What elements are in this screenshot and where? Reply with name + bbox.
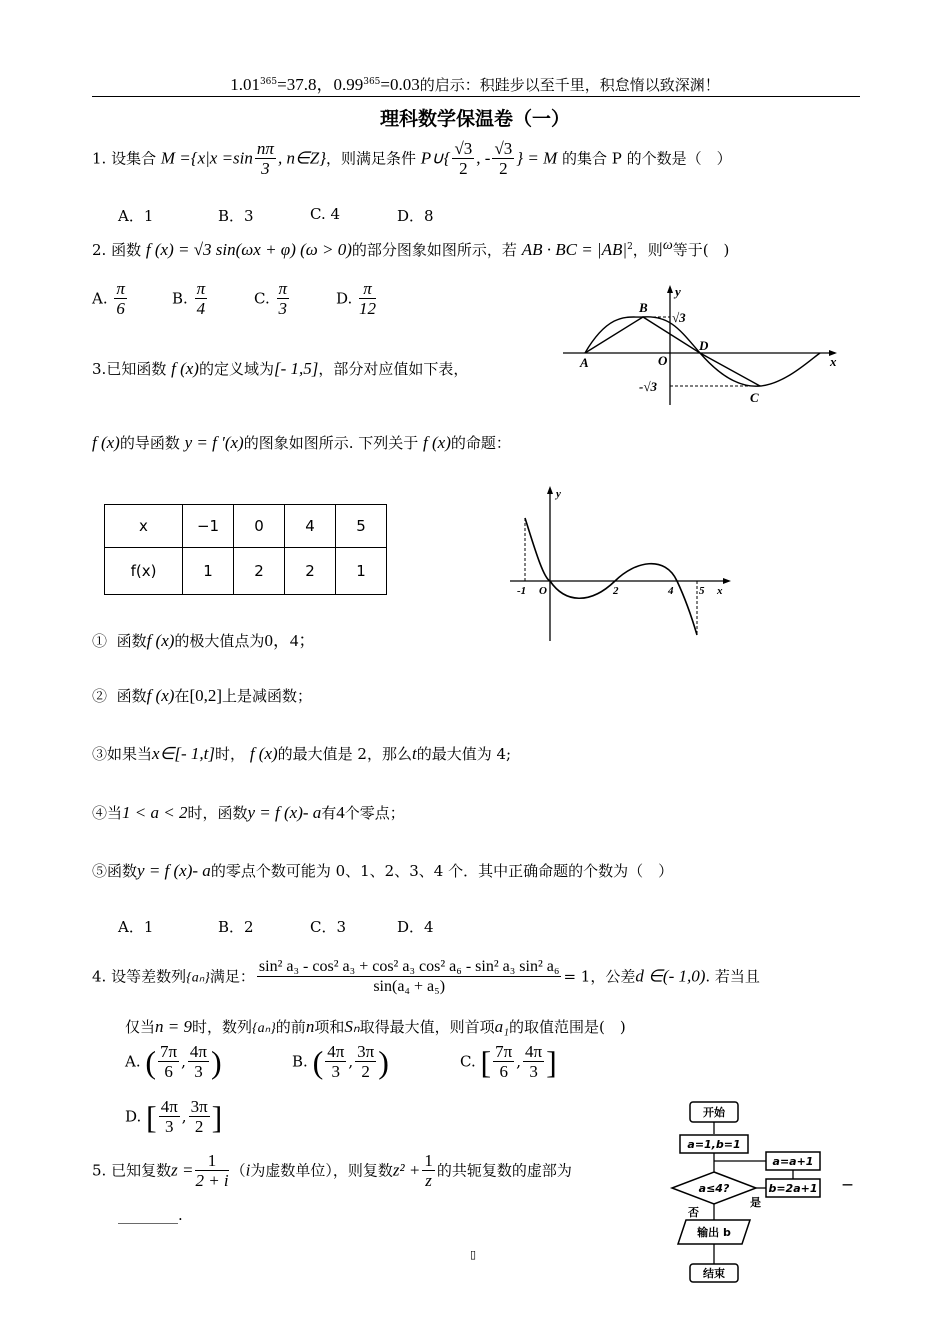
statement-3: ③如果当x∈[- 1,t]时， f (x)的最大值是 2，那么t的最大值为 4;	[92, 744, 512, 763]
label-d: D	[699, 338, 709, 353]
label-a: A	[580, 355, 589, 370]
header-rule	[92, 96, 860, 97]
table-cell: x	[105, 505, 183, 548]
q4-option-a: A. ( $\frac{7\pi}{6}$ , $\frac{4\pi}{3}$ )	[125, 1042, 222, 1081]
value-table	[104, 504, 387, 595]
question-3: 3.已知函数 f (x)的定义域为[- 1,5]，部分对应值如下表，	[92, 359, 469, 378]
q3-option-c: C．3	[310, 918, 347, 936]
statement-4: ④当1 < a < 2时，函数y = f (x)- a有4个零点；	[92, 803, 405, 822]
table-cell: −1	[183, 505, 234, 548]
q2-option-d: D. $\frac{\pi}{12}$	[336, 279, 377, 318]
q3-option-b: B．2	[218, 918, 254, 936]
table-row	[105, 505, 387, 548]
label-x: x	[830, 354, 837, 369]
label-five: 5	[699, 585, 705, 597]
start-node: 开始	[703, 1106, 725, 1119]
q4-option-b: B. ( $\frac{4\pi}{3}$ , $\frac{3\pi}{2}$ )	[292, 1042, 389, 1081]
q4-option-c: C. [ $\frac{7\pi}{6}$ , $\frac{4\pi}{3}$ ]	[460, 1042, 557, 1081]
table-cell: 0	[234, 505, 285, 548]
yes-label: 是	[750, 1196, 761, 1209]
label-origin: O	[658, 353, 668, 368]
label-y: y	[556, 488, 561, 500]
label-y: y	[675, 284, 681, 299]
flowchart	[660, 1098, 860, 1286]
output-node: 输出 b	[697, 1226, 731, 1239]
end-node: 结束	[703, 1267, 725, 1280]
label-neg-one: -1	[517, 585, 527, 597]
init-node: a=1,b=1	[687, 1138, 741, 1151]
label-b: B	[639, 300, 648, 315]
table-cell: f(x)	[105, 548, 183, 595]
label-root3: √3	[672, 310, 686, 325]
q1-option-a: A．1	[118, 207, 154, 225]
question-4: 4. 设等差数列{aₙ}满足： $\frac{\text{sin² a₃ - cos² a₃ + cos² a₃ cos² a₆ - sin² a₃ sin² a₆}}{\text{sin(a₄ + a₅)}}$ = 1，公差d ∈(- 1,0). 若当且	[92, 958, 760, 995]
statement-1: ① 函数f (x)的极大值点为0，4；	[92, 631, 316, 650]
answer-blank: ________.	[118, 1206, 183, 1224]
page-title: 理科数学保温卷（一）	[379, 108, 570, 130]
increment-node: a=a+1	[772, 1155, 814, 1168]
table-cell: 4	[285, 505, 336, 548]
table-cell: 1	[336, 548, 387, 595]
question-2: 2. 函数 f (x) = √3 sin(ωx + φ) (ω > 0)的部分图象如图所示，若 AB · BC = $|AB|^2$，则ω等于( )	[92, 238, 730, 259]
question-1: 1. 设集合 M ={x|x =sin $\frac{n\pi}{3}$ , n∈Z}，则满足条件 P∪{ $\frac{√3}{2}$ , - $\frac{√3}{2}$ } = M 的集合 P 的个数是（ ）	[92, 139, 732, 178]
question-4-line2: 仅当n = 9时，数列{aₙ}的前n项和Sₙ取得最大值，则首项a₁的取值范围是( )	[125, 1017, 626, 1036]
label-origin: O	[539, 585, 547, 597]
page-header: $1.01^{365}=37.8$，$0.99^{365}=0.03$的启示：积跬步以至千里，积怠惰以致深渊！	[230, 75, 720, 94]
q2-option-c: C. $\frac{\pi}{3}$	[254, 279, 288, 318]
q1-option-d: D．8	[397, 207, 434, 225]
table-cell: 5	[336, 505, 387, 548]
condition-node: a≤4?	[698, 1182, 730, 1195]
q3-option-a: A．1	[118, 918, 154, 936]
table-cell: 2	[285, 548, 336, 595]
question-5: 5. 已知复数z = $\frac{1}{2 + i}$ （i为虚数单位），则复数z² + $\frac{1}{z}$ 的共轭复数的虚部为	[92, 1151, 572, 1190]
derivative-graph	[505, 483, 740, 648]
q1-option-c: C. 4	[310, 205, 341, 223]
q3-option-d: D．4	[397, 918, 434, 936]
statement-5: ⑤函数y = f (x)- a的零点个数可能为 0、1、2、3、4 个．其中正确命题的个数为（ ）	[92, 861, 674, 880]
page-footer-mark: ▯	[470, 1248, 477, 1261]
no-label: 否	[688, 1206, 699, 1219]
sine-graph	[555, 280, 845, 410]
label-x: x	[717, 585, 723, 597]
q1-option-b: B．3	[218, 207, 254, 225]
dash-mark: —	[842, 1178, 853, 1191]
q4-option-d: D. [ $\frac{4\pi}{3}$ , $\frac{3\pi}{2}$ ]	[125, 1097, 223, 1136]
q2-option-a: A. $\frac{\pi}{6}$	[92, 279, 125, 318]
statement-2: ② 函数f (x)在[0,2]上是减函数；	[92, 686, 313, 705]
question-3-line2: f (x)的导函数 y = f ′(x)的图象如图所示. 下列关于 f (x)的命题：	[92, 433, 511, 452]
update-node: b=2a+1	[768, 1182, 818, 1195]
table-cell: 1	[183, 548, 234, 595]
q2-option-b: B. $\frac{\pi}{4}$	[172, 279, 206, 318]
label-four: 4	[668, 585, 674, 597]
label-neg-root3: -√3	[639, 379, 657, 394]
table-cell: 2	[234, 548, 285, 595]
label-two: 2	[613, 585, 619, 597]
table-row	[105, 548, 387, 595]
label-c: C	[750, 390, 759, 405]
